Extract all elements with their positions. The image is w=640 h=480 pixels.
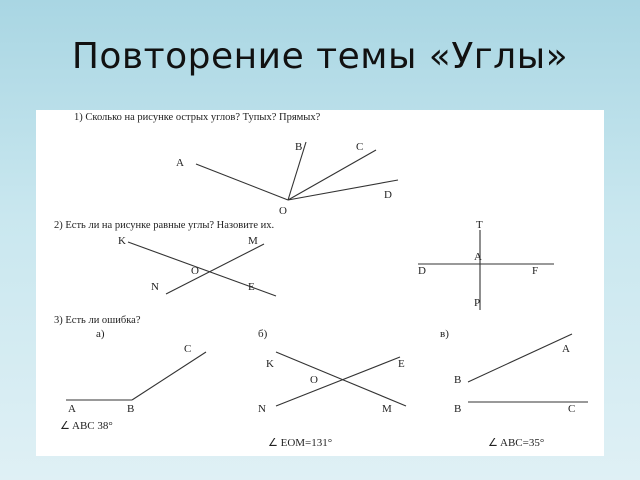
q3a-label-A: A — [68, 403, 76, 415]
q3v-label-B-upper: B — [454, 374, 462, 386]
q1-label-D: D — [384, 189, 392, 201]
q1-label-B: B — [295, 141, 303, 153]
slide-title: Повторение темы «Углы» — [71, 36, 569, 77]
question-1-text: 1) Сколько на рисунке острых углов? Тупых? Прямых? — [74, 112, 321, 123]
q3b-figure — [276, 352, 406, 406]
q2-label-P: P — [474, 297, 481, 309]
q3a-marker: а) — [96, 328, 105, 340]
question-3-text: 3) Есть ли ошибка? — [54, 315, 141, 326]
q3a-caption: ∠ ABC 38° — [60, 420, 113, 432]
q2-label-M: M — [248, 235, 258, 247]
q3b-marker: б) — [258, 328, 268, 340]
q3b-label-N: N — [258, 403, 266, 415]
q3b-label-O: O — [310, 374, 318, 386]
ray-BC — [132, 352, 206, 400]
q3v-label-C: C — [568, 403, 576, 415]
q1-label-O: O — [279, 205, 287, 217]
q3v-marker: в) — [440, 328, 449, 340]
ray-BA-v — [468, 334, 572, 382]
q3b-caption: ∠ EOM=131° — [268, 437, 333, 449]
worksheet-figures — [36, 110, 604, 456]
ray-OA — [196, 164, 288, 200]
q2-label-K: K — [118, 235, 126, 247]
q3a-figure — [66, 352, 206, 400]
q2-label-F: F — [532, 265, 539, 277]
q2-label-D: D — [418, 265, 426, 277]
q3a-label-C: C — [184, 343, 192, 355]
q2-label-O: O — [191, 265, 199, 277]
q1-label-A: A — [176, 157, 184, 169]
q3v-label-B-lower: B — [454, 403, 462, 415]
worksheet-image — [36, 110, 604, 456]
q3v-caption: ∠ ABC=35° — [488, 437, 545, 449]
q3b-label-M: M — [382, 403, 392, 415]
q3v-label-A: A — [562, 343, 570, 355]
line-EN — [276, 357, 400, 406]
q2-label-A: A — [474, 251, 482, 263]
question-2-text: 2) Есть ли на рисунке равные углы? Назовите их. — [54, 220, 275, 231]
q3v-figure — [468, 334, 588, 402]
q2-label-T: T — [476, 219, 483, 231]
q2-label-N: N — [151, 281, 159, 293]
q3a-label-B: B — [127, 403, 135, 415]
q2-label-E: E — [248, 281, 255, 293]
q3b-label-E: E — [398, 358, 405, 370]
q1-label-C: C — [356, 141, 364, 153]
q3b-label-K: K — [266, 358, 274, 370]
